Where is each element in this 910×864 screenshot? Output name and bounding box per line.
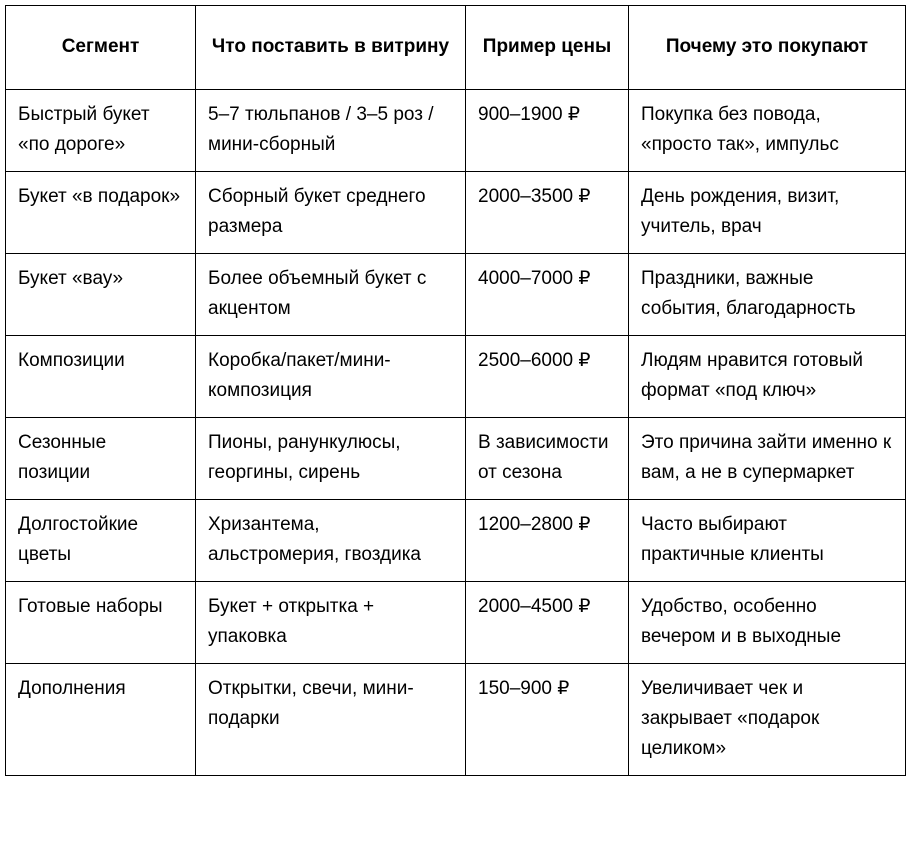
header-price-example: Пример цены — [466, 6, 629, 90]
cell-why: Удобство, особенно вечером и в выходные — [629, 582, 906, 664]
cell-why: Людям нравится готовый формат «под ключ» — [629, 336, 906, 418]
cell-price: 900–1900 ₽ — [466, 90, 629, 172]
cell-segment: Букет «в подарок» — [6, 172, 196, 254]
table-row — [6, 582, 906, 664]
cell-what: Коробка/пакет/мини-композиция — [196, 336, 466, 418]
cell-segment: Долгостойкие цветы — [6, 500, 196, 582]
cell-why: Праздники, важные события, благодарность — [629, 254, 906, 336]
cell-what: Хризантема, альстромерия, гвоздика — [196, 500, 466, 582]
cell-why: День рождения, визит, учитель, врач — [629, 172, 906, 254]
cell-why: Это причина зайти именно к вам, а не в супермаркет — [629, 418, 906, 500]
cell-what: Открытки, свечи, мини-подарки — [196, 664, 466, 776]
cell-price: 2500–6000 ₽ — [466, 336, 629, 418]
table-row — [6, 418, 906, 500]
cell-segment: Быстрый букет «по дороге» — [6, 90, 196, 172]
cell-price: 2000–4500 ₽ — [466, 582, 629, 664]
cell-price: 4000–7000 ₽ — [466, 254, 629, 336]
header-what-to-show: Что поставить в витрину — [196, 6, 466, 90]
table-header-row — [6, 6, 906, 90]
cell-what: Сборный букет среднего размера — [196, 172, 466, 254]
table-row — [6, 254, 906, 336]
cell-segment: Сезонные позиции — [6, 418, 196, 500]
cell-what: Пионы, ранункулюсы, георгины, сирень — [196, 418, 466, 500]
cell-segment: Композиции — [6, 336, 196, 418]
cell-price: 150–900 ₽ — [466, 664, 629, 776]
table-row — [6, 172, 906, 254]
table-row — [6, 90, 906, 172]
showcase-table-container — [5, 5, 905, 855]
showcase-table — [5, 5, 906, 776]
table-row — [6, 664, 906, 776]
cell-what: Букет + открытка + упаковка — [196, 582, 466, 664]
cell-why: Увеличивает чек и закрывает «подарок целиком» — [629, 664, 906, 776]
cell-segment: Готовые наборы — [6, 582, 196, 664]
cell-price: 2000–3500 ₽ — [466, 172, 629, 254]
cell-what: 5–7 тюльпанов / 3–5 роз / мини-сборный — [196, 90, 466, 172]
cell-price: В зависимости от сезона — [466, 418, 629, 500]
cell-segment: Букет «вау» — [6, 254, 196, 336]
header-why-buy: Почему это покупают — [629, 6, 906, 90]
cell-what: Более объемный букет с акцентом — [196, 254, 466, 336]
cell-segment: Дополнения — [6, 664, 196, 776]
cell-price: 1200–2800 ₽ — [466, 500, 629, 582]
header-segment: Сегмент — [6, 6, 196, 90]
table-row — [6, 336, 906, 418]
cell-why: Покупка без повода, «просто так», импульс — [629, 90, 906, 172]
table-row — [6, 500, 906, 582]
cell-why: Часто выбирают практичные клиенты — [629, 500, 906, 582]
